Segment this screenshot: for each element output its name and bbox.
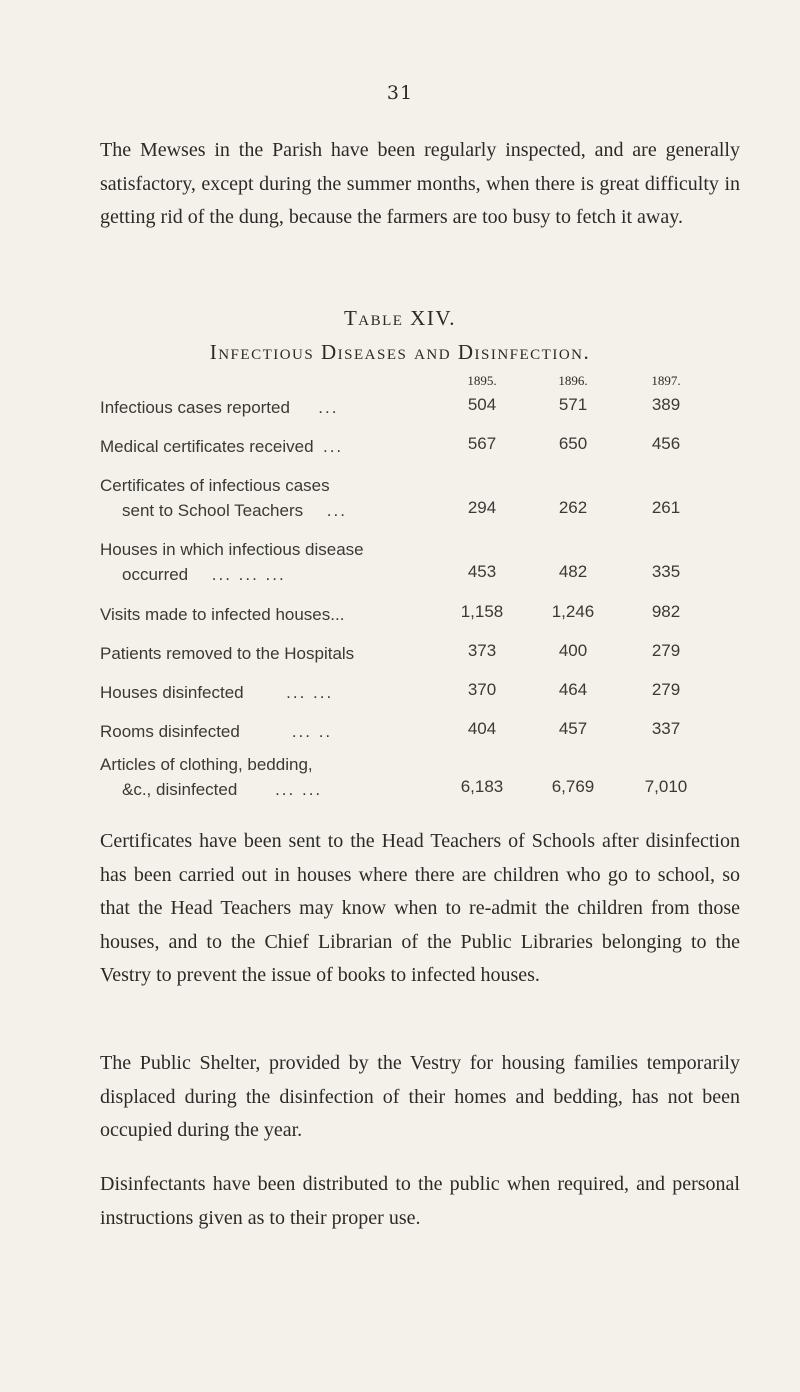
paragraph-mews: The Mewses in the Parish have been regularly inspected, and are generally satisfactory, except during the summer months, when there is great difficulty in getting rid of the dung, because the farmers are too busy to fetch it away. [100,139,740,228]
cell-1895: 1,158 [460,602,504,621]
year-header-1895: 1895. [467,373,497,388]
cell-1896: 650 [558,434,588,453]
cell-1896: 400 [558,641,588,660]
cell-1897: 7,010 [644,777,688,796]
cell-1895: 504 [467,395,497,414]
row-label: Certificates of infectious cases sent to School Teachers ... [100,476,347,520]
row-label: Houses in which infectious disease occurred ... ... ... [100,540,364,584]
cell-1897: 456 [651,434,681,453]
paragraph-certificates: Certificates have been sent to the Head Teachers of Schools after disinfection has been carried out in houses where there are children who go to school, so that the Head Teachers may know when to re-admit the children from those houses, and to the Chief Librarian of the Public Libraries belonging to the Vestry to prevent the issue of books to infected houses. [100,830,740,986]
row-label: Medical certificates received ... [100,437,344,456]
cell-1896: 1,246 [551,602,595,621]
row-label: Houses disinfected ... ... [100,683,334,702]
row-label: Infectious cases reported ... [100,398,339,417]
cell-1896: 464 [558,680,588,699]
cell-1896: 6,769 [551,777,595,796]
table-title: Table XIV. [343,306,457,330]
cell-1897: 337 [651,719,681,738]
cell-1895: 370 [467,680,497,699]
table-subtitle: Infectious Diseases and Disinfection. [209,340,591,364]
paragraph-public-shelter: The Public Shelter, provided by the Vestry for housing families temporarily displaced during the disinfection of their homes and bedding, has not been occupied during the year. [100,1052,740,1141]
paragraph-disinfectants: Disinfectants have been distributed to the public when required, and personal instructions given as to their proper use. [100,1173,740,1229]
cell-1897: 982 [651,602,681,621]
cell-1895: 294 [467,498,497,517]
cell-1895: 567 [467,434,497,453]
row-label: Articles of clothing, bedding, &c., disinfected ... ... [100,755,323,799]
cell-1896: 482 [558,562,588,581]
year-header-1897: 1897. [651,373,681,388]
cell-1897: 279 [651,641,681,660]
cell-1895: 453 [467,562,497,581]
cell-1896: 571 [558,395,588,414]
cell-1895: 373 [467,641,497,660]
table-year-headers [0,373,800,393]
cell-1896: 457 [558,719,588,738]
row-label: Visits made to infected houses... [100,605,345,624]
cell-1895: 6,183 [460,777,504,796]
row-label: Patients removed to the Hospitals [100,644,355,663]
page-number: 31 [386,82,414,104]
cell-1895: 404 [467,719,497,738]
cell-1897: 335 [651,562,681,581]
cell-1897: 261 [651,498,681,517]
cell-1896: 262 [558,498,588,517]
year-header-1896: 1896. [558,373,588,388]
cell-1897: 279 [651,680,681,699]
cell-1897: 389 [651,395,681,414]
row-label: Rooms disinfected ... .. [100,722,333,741]
